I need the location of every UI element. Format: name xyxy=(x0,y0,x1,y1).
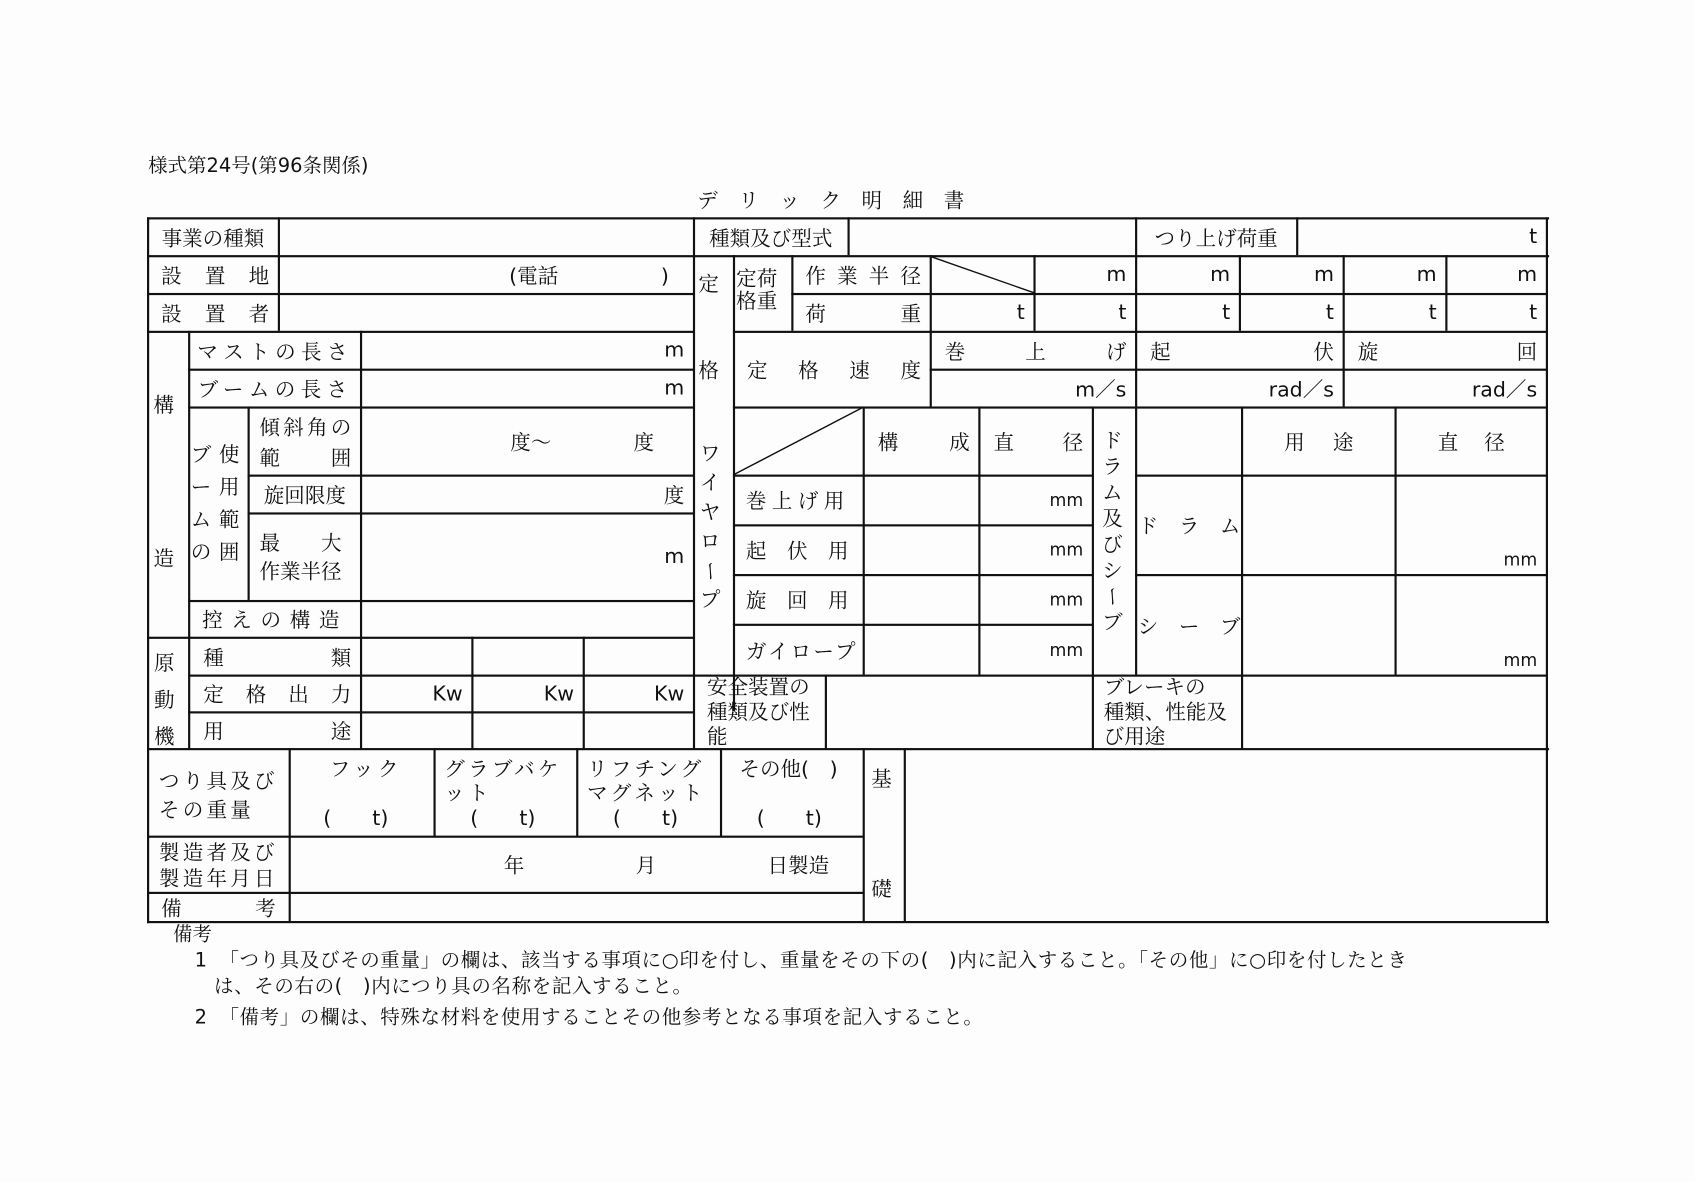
diameter-header: 直 径 xyxy=(993,430,1084,455)
sheave-label: シ ー ブ xyxy=(1137,614,1241,639)
foundation-label-1: 基 xyxy=(871,767,892,792)
luffing-speed-field[interactable]: rad／s xyxy=(1268,377,1334,402)
mast-length-label: マストの長さ xyxy=(197,339,353,364)
prime-mover-type-field-2[interactable] xyxy=(473,638,582,675)
manufacturer-label: 製造者及び 製造年月日 xyxy=(158,841,278,891)
wire-rope-diameter-field[interactable]: mm xyxy=(1049,589,1084,610)
radius-field-5[interactable]: m xyxy=(1517,262,1538,287)
structure-group-label-1: 構 xyxy=(153,393,175,418)
sheave-diameter-field[interactable]: mm xyxy=(1503,649,1538,671)
load-field-5[interactable]: t xyxy=(1428,300,1437,325)
wire-rope-row-label: ガイロープ xyxy=(745,639,858,664)
prime-mover-purpose-field-3[interactable] xyxy=(585,712,693,748)
drum-purpose-field[interactable] xyxy=(1243,476,1394,574)
wire-rope-group-label: ワ イ ヤ ロ ー プ xyxy=(698,442,723,612)
drum-purpose-header: 用 途 xyxy=(1284,430,1354,455)
wire-rope-row-label: 旋 回 用 xyxy=(745,589,849,613)
drum-sheave-corner xyxy=(1137,408,1241,475)
note-text: 「備考」の欄は、特殊な材料を使用することその他参考となる事項を記入すること。 xyxy=(219,1006,984,1030)
business-type-label: 事業の種類 xyxy=(161,226,265,251)
wire-rope-row-label: 巻上げ用 xyxy=(745,489,850,514)
radius-field-1[interactable]: m xyxy=(1106,262,1127,287)
working-radius-label: 作 業 半 径 xyxy=(805,264,922,289)
business-type-field[interactable] xyxy=(280,218,693,255)
composition-header: 構 成 xyxy=(877,430,970,455)
luffing-speed-label: 起 伏 xyxy=(1150,339,1334,364)
wire-rope-composition-field[interactable] xyxy=(865,625,979,675)
tilt-range-field[interactable]: 度～ 度 xyxy=(510,430,655,455)
page-title: デ リ ッ ク 明 細 書 xyxy=(697,189,965,213)
load-field-6[interactable]: t xyxy=(1529,300,1538,325)
tilt-range-label: 傾斜角の 範 囲 xyxy=(259,416,355,471)
radius-field-3[interactable]: m xyxy=(1313,262,1334,287)
wire-rope-diameter-field[interactable]: mm xyxy=(1049,539,1084,560)
load-label: 荷 重 xyxy=(805,302,922,326)
diagonal-slash xyxy=(930,256,1035,293)
lifting-gear-other[interactable]: その他( ) ( t) xyxy=(739,757,838,831)
note-text: 「つり具及びその重量」の欄は、該当する事項に○印を付し、重量をその下の( )内に記入すること。「その他」に○印を付したとき xyxy=(219,949,1408,972)
lifting-gear-label: つり具及び その重量 xyxy=(158,769,278,823)
stay-structure-field[interactable] xyxy=(362,601,693,637)
lifting-load-label: つり上げ荷重 xyxy=(1154,226,1278,251)
lifting-load-field[interactable] xyxy=(1298,218,1546,255)
type-model-label: 種類及び型式 xyxy=(709,226,833,251)
slew-limit-field[interactable]: 度 xyxy=(663,483,685,508)
install-location-label: 設 置 地 xyxy=(161,264,270,289)
note-number: 2 xyxy=(194,1006,207,1030)
prime-mover-purpose-label: 用 途 xyxy=(203,719,352,744)
boom-range-label-b: 使 用 範 囲 xyxy=(218,443,240,565)
weight-field: ( t) xyxy=(470,806,536,831)
weight-field: ( t) xyxy=(323,806,389,831)
form-number: 様式第24号(第96条関係) xyxy=(148,154,369,178)
wire-rope-row-label: 起 伏 用 xyxy=(745,539,849,564)
lifting-gear-magnet[interactable]: リフチング マグネット ( t) xyxy=(586,757,706,831)
max-radius-label: 最 大 作業半径 xyxy=(259,531,342,584)
prime-mover-purpose-field-2[interactable] xyxy=(473,712,582,748)
phone-label: (電話 ) xyxy=(509,264,669,289)
radius-field-4[interactable]: m xyxy=(1416,262,1437,287)
unit: t xyxy=(1529,224,1538,249)
rated-output-field-3[interactable]: Kw xyxy=(654,681,685,706)
install-location-field[interactable] xyxy=(280,256,693,293)
wire-rope-diameter-field[interactable]: mm xyxy=(1049,639,1084,660)
rated-load-label: 定荷 格重 xyxy=(736,267,778,314)
prime-mover-type-field-3[interactable] xyxy=(585,638,693,675)
wire-rope-composition-field[interactable] xyxy=(865,476,979,525)
remarks-row-label: 備 考 xyxy=(161,896,276,921)
hoist-speed-field[interactable]: m／s xyxy=(1075,377,1127,402)
hoist-speed-label: 巻 上 げ xyxy=(944,339,1127,364)
notes-heading: 備考 xyxy=(172,923,212,946)
rated-speed-label: 定 格 速 度 xyxy=(746,358,922,383)
wire-rope-composition-field[interactable] xyxy=(865,525,979,574)
radius-field-2[interactable]: m xyxy=(1210,262,1231,287)
load-field-3[interactable]: t xyxy=(1222,300,1231,325)
boom-length-field[interactable]: m xyxy=(664,376,685,400)
structure-group-label-2: 造 xyxy=(153,546,175,571)
lifting-gear-hook[interactable]: フック ( t) xyxy=(323,757,403,831)
manufacture-date-field[interactable]: 年 月 日製造 xyxy=(503,853,830,878)
prime-mover-group-label: 原 動 機 xyxy=(154,651,175,750)
safety-device-field[interactable] xyxy=(827,676,1092,748)
wire-rope-composition-field[interactable] xyxy=(865,575,979,624)
note-number: 1 xyxy=(194,949,207,972)
installer-field[interactable] xyxy=(280,294,693,331)
slewing-speed-label: 旋 回 xyxy=(1357,339,1538,364)
prime-mover-purpose-field-1[interactable] xyxy=(362,712,471,748)
load-field-4[interactable]: t xyxy=(1325,300,1334,325)
rated-group-label-1: 定 xyxy=(698,272,719,297)
slewing-speed-field[interactable]: rad／s xyxy=(1471,377,1538,402)
foundation-label-2: 礎 xyxy=(871,877,892,902)
drum-diameter-field[interactable]: mm xyxy=(1503,549,1538,570)
safety-device-label: 安全装置の 種類及び性 能 xyxy=(706,675,810,750)
drum-diameter-header: 直 径 xyxy=(1437,430,1505,455)
rated-group-label-2: 格 xyxy=(698,358,719,383)
mast-length-field[interactable]: m xyxy=(664,338,685,363)
load-field-1[interactable]: t xyxy=(1016,300,1025,325)
remarks-field[interactable] xyxy=(291,893,863,921)
note-text: は、その右の( )内につり具の名称を記入すること。 xyxy=(214,975,693,998)
installer-label: 設 置 者 xyxy=(161,302,270,326)
foundation-field[interactable] xyxy=(906,749,1546,921)
brake-field[interactable] xyxy=(1243,676,1546,748)
drum-label: ド ラ ム xyxy=(1137,514,1241,539)
lifting-gear-grab-bucket[interactable]: グラブバケ ット ( t) xyxy=(444,757,562,831)
slew-limit-label: 旋回限度 xyxy=(263,483,346,508)
max-radius-field[interactable]: m xyxy=(664,544,685,569)
rated-output-label: 定 格 出 力 xyxy=(203,683,352,707)
prime-mover-type-label: 種 類 xyxy=(203,645,352,670)
wire-rope-diameter-field[interactable]: mm xyxy=(1049,489,1084,511)
rated-output-field-1[interactable]: Kw xyxy=(432,681,463,706)
brake-label: ブレーキの 種類、性能及 び用途 xyxy=(1103,675,1227,750)
diagonal-slash xyxy=(734,408,863,475)
weight-field: ( t) xyxy=(612,806,679,831)
type-model-field[interactable] xyxy=(850,218,1135,255)
boom-length-label: ブームの長さ xyxy=(197,377,353,402)
weight-field: ( t) xyxy=(756,806,822,831)
rated-output-field-2[interactable]: Kw xyxy=(543,681,575,706)
boom-range-label-a: ブ ー ム の xyxy=(190,443,212,565)
load-field-2[interactable]: t xyxy=(1118,300,1127,325)
sheave-purpose-field[interactable] xyxy=(1243,575,1394,674)
drum-sheave-group-label: ド ラ ム 及 び シ ー ブ xyxy=(1100,429,1125,635)
stay-structure-label: 控えの構造 xyxy=(202,608,349,633)
prime-mover-type-field-1[interactable] xyxy=(362,638,471,675)
